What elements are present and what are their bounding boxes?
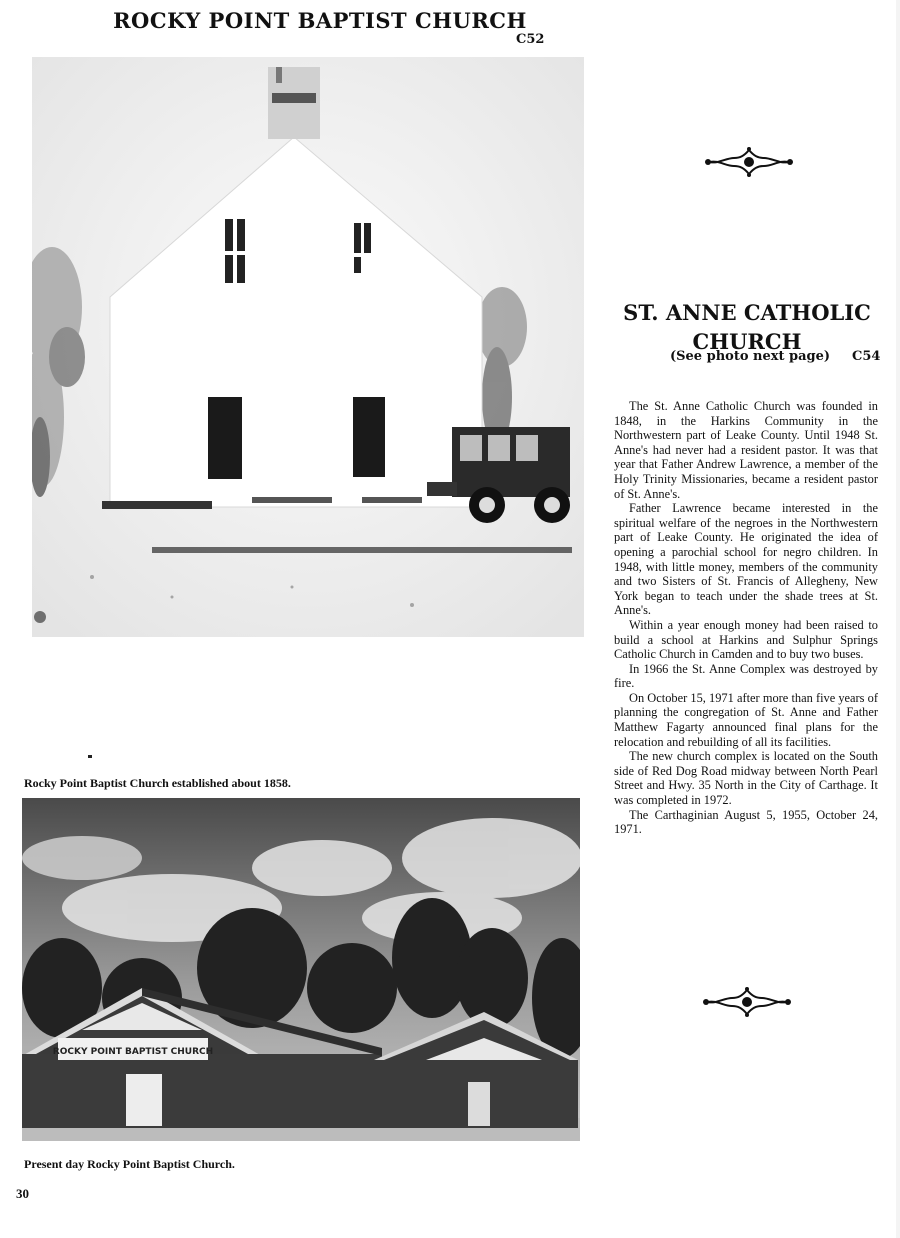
photo1-caption: Rocky Point Baptist Church established about 1858.	[24, 776, 291, 790]
scan-speck	[88, 755, 92, 758]
church-sign-text: ROCKY POINT BAPTIST CHURCH	[52, 1047, 214, 1057]
article-paragraph: On October 15, 1971 after more than five years of planning the congregation of St. Anne and Father Matthew Fagarty announced final plans for the relocation and rebuilding of all its facilities.	[614, 690, 878, 749]
see-photo-note: (See photo next page)	[670, 349, 831, 364]
article-source: The Carthaginian August 5, 1955, October 24, 1971.	[614, 807, 878, 837]
st-anne-article	[614, 399, 878, 837]
article-paragraph: Father Lawrence became interested in the spiritual welfare of the negroes in the Northwestern part of Leake County. He originated the idea of opening a parochial school for negro children. In 1948, with little money, members of the community and two Sisters of St. Francis of Allegheny, New York began to teach under the shade trees at St. Anne's.	[614, 501, 878, 618]
photo-code-c54: C54	[852, 349, 881, 364]
article-paragraph: In 1966 the St. Anne Complex was destroyed by fire.	[614, 661, 878, 691]
article-paragraph: The St. Anne Catholic Church was founded in 1848, in the Harkins Community in the Northwestern part of Leake County. Until 1948 St. Anne's had never had a resident pastor. It was that year that Father Andrew Lawrence, a member of the Holy Trinity Missionaries, became a resident pastor of St. Anne's.	[614, 399, 878, 501]
st-anne-title-line1: ST. ANNE CATHOLIC	[623, 300, 871, 325]
historic-church-photo	[32, 57, 584, 637]
page-title-rocky-point: ROCKY POINT BAPTIST CHURCH	[113, 8, 527, 33]
present-church-illustration	[22, 798, 580, 1141]
st-anne-title-line2: CHURCH	[692, 329, 802, 354]
photo-code-c52: C52	[516, 32, 545, 47]
article-paragraph: The new church complex is located on the South side of Red Dog Road midway between North Pearl Street and Hwy. 35 North in the City of Carthage. It was completed in 1972.	[614, 749, 878, 808]
photo2-caption: Present day Rocky Point Baptist Church.	[24, 1157, 235, 1171]
scan-edge	[896, 0, 900, 1238]
present-church-photo	[22, 798, 580, 1141]
historic-church-illustration	[32, 57, 584, 637]
st-anne-title	[612, 298, 882, 356]
page-number: 30	[16, 1186, 29, 1201]
decorative-ornament-icon	[704, 146, 794, 178]
article-paragraph: Within a year enough money had been raised to build a school at Harkins and Sulphur Springs Catholic Church in Camden and to buy two buses.	[614, 617, 878, 662]
decorative-ornament-icon	[702, 986, 792, 1018]
